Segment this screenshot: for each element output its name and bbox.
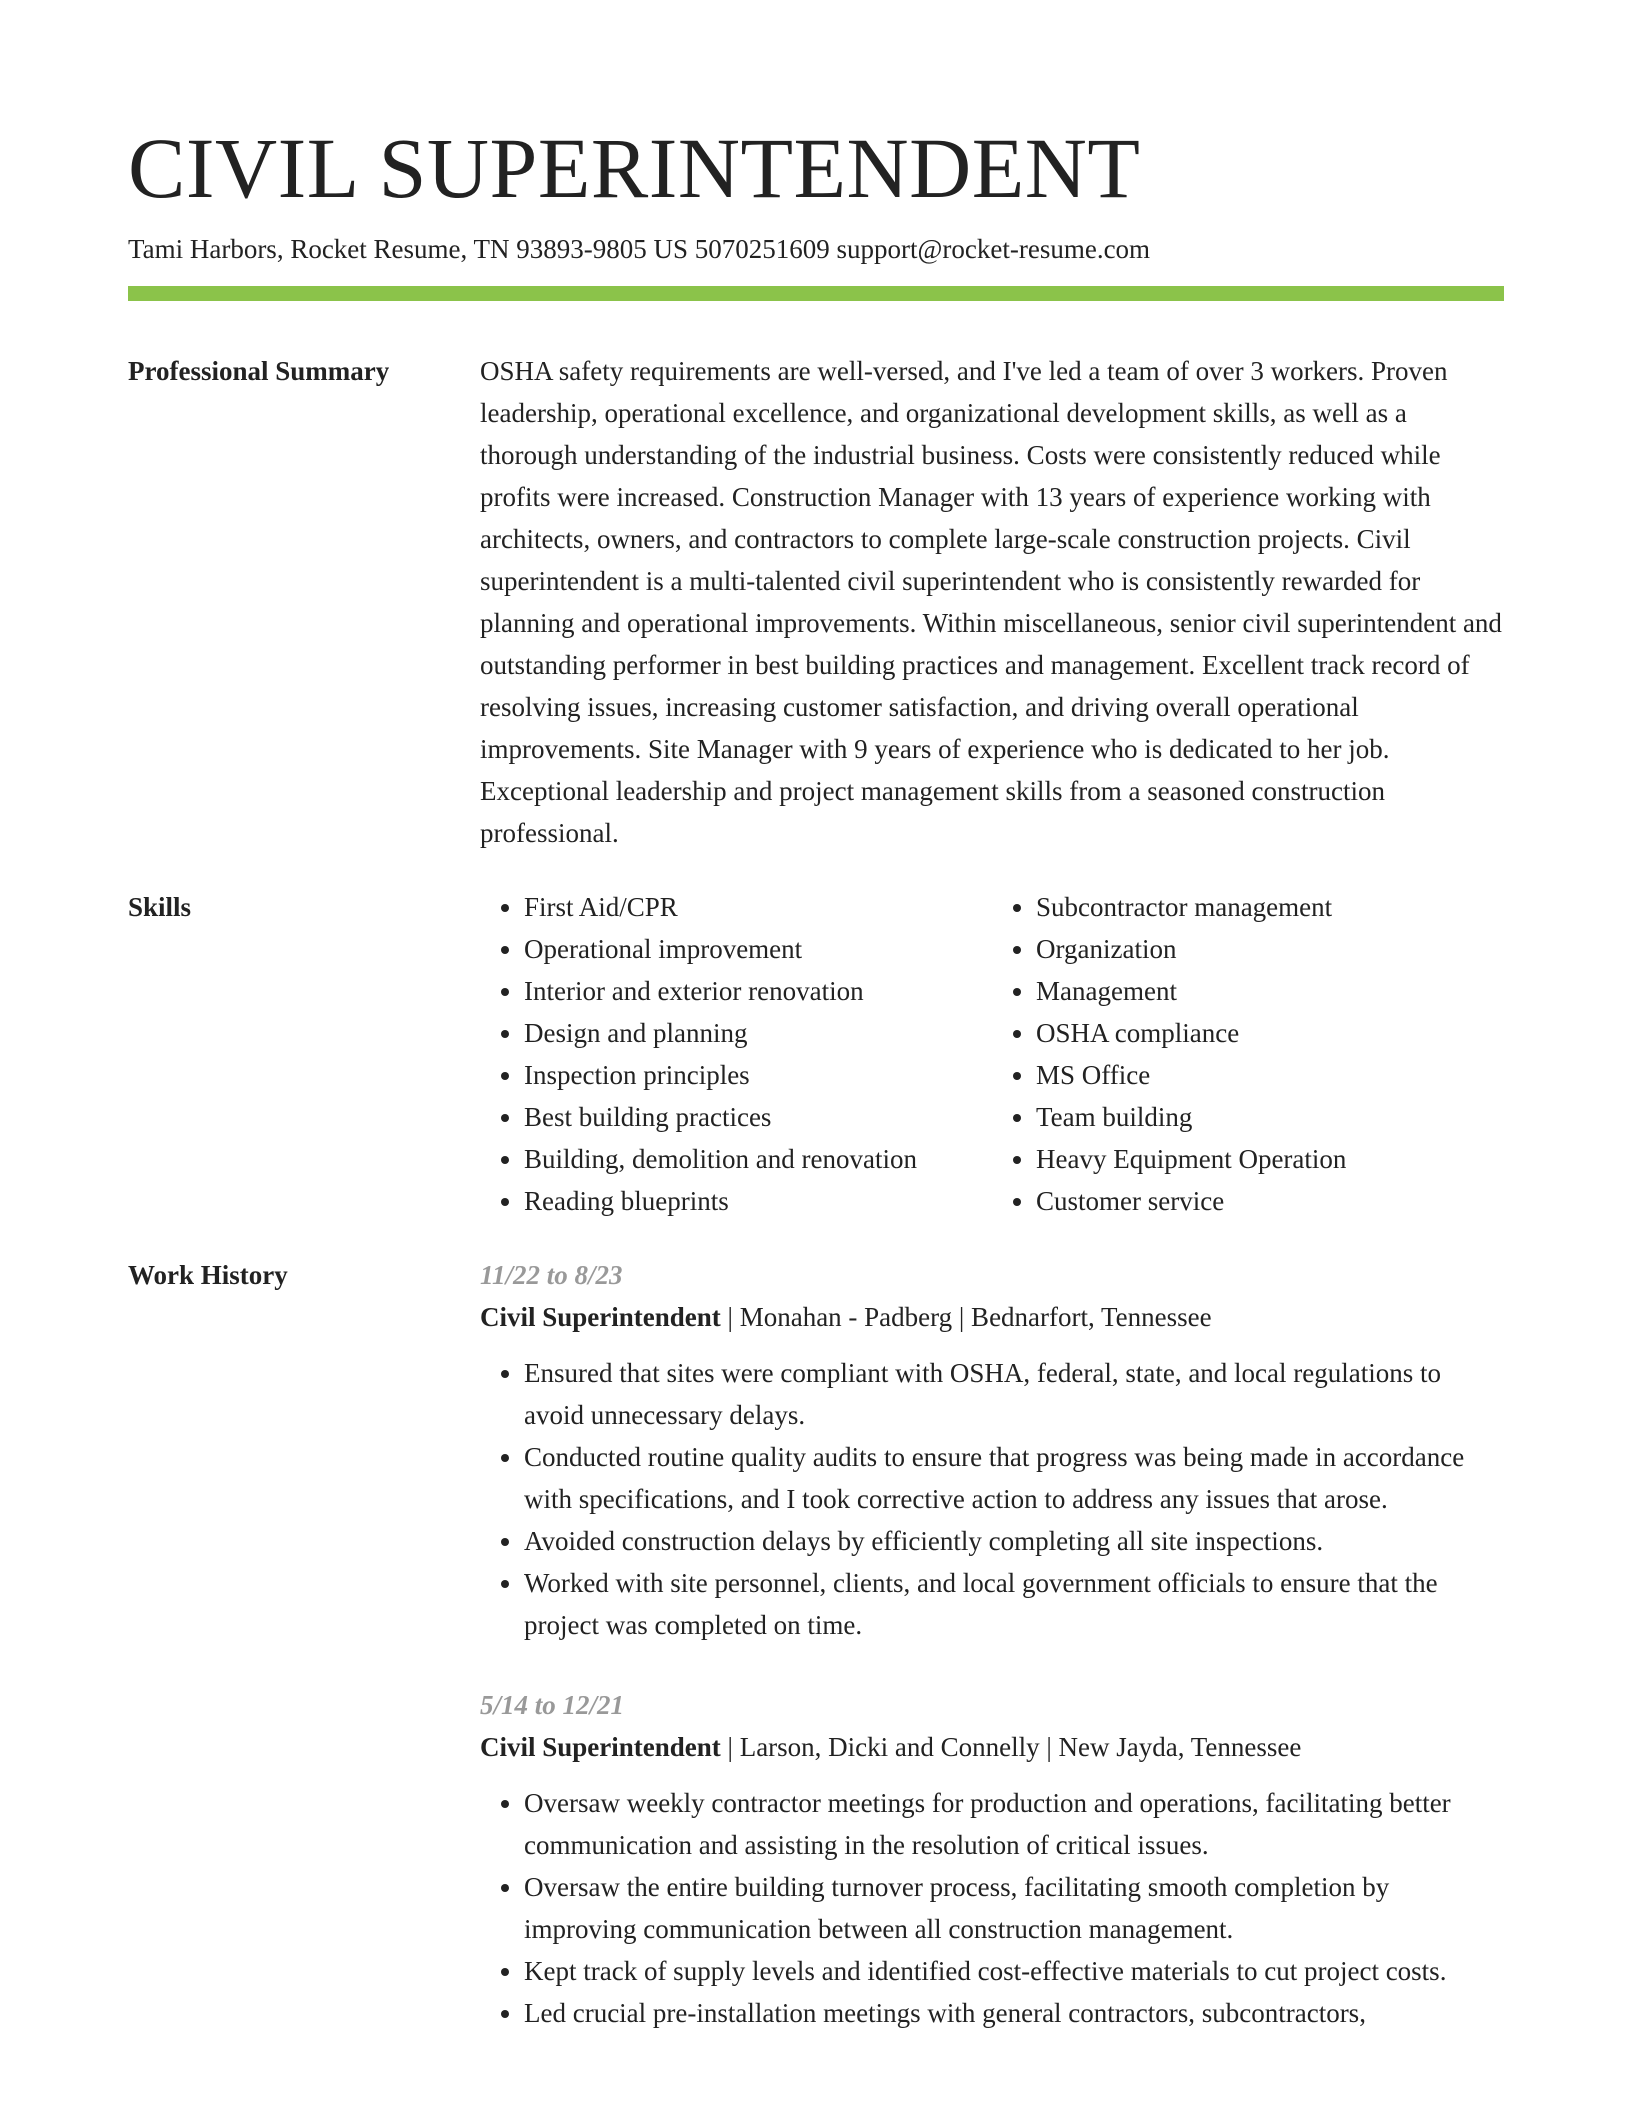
skill-item: • MS Office xyxy=(1036,1054,1504,1096)
job-bullet: • Worked with site personnel, clients, and local government officials to ensure that the project was completed on time. xyxy=(524,1562,1504,1646)
skills-list-left xyxy=(480,886,992,1222)
job-bullet: • Oversaw weekly contractor meetings for production and operations, facilitating better communication and assisting in the resolution of critical issues. xyxy=(524,1782,1504,1866)
skill-item: • Customer service xyxy=(1036,1180,1504,1222)
skill-item: • Heavy Equipment Operation xyxy=(1036,1138,1504,1180)
job-bullet: • Kept track of supply levels and identified cost-effective materials to cut project costs. xyxy=(524,1950,1504,1992)
skill-item: • Operational improvement xyxy=(524,928,992,970)
job-title: Civil Superintendent xyxy=(480,1732,721,1762)
skill-item: • OSHA compliance xyxy=(1036,1012,1504,1054)
skills-heading: Skills xyxy=(128,892,192,922)
job-bullet: • Conducted routine quality audits to ensure that progress was being made in accordance with specifications, and I took corrective action to address any issues that arose. xyxy=(524,1436,1504,1520)
skill-item: • Reading blueprints xyxy=(524,1180,992,1222)
skills-list-right xyxy=(992,886,1504,1222)
skill-item: • Inspection principles xyxy=(524,1054,992,1096)
skills-grid xyxy=(480,886,1504,1222)
skill-item: • First Aid/CPR xyxy=(524,886,992,928)
summary-heading: Professional Summary xyxy=(128,356,390,386)
skills-section xyxy=(480,886,1504,1222)
job-entry xyxy=(480,1254,1504,1646)
job-title: Civil Superintendent xyxy=(480,1302,721,1332)
skill-item: • Team building xyxy=(1036,1096,1504,1138)
resume-title: CIVIL SUPERINTENDENT xyxy=(128,120,1141,216)
job-bullet: • Led crucial pre-installation meetings with general contractors, subcontractors, xyxy=(524,1992,1504,2034)
job-dates: 5/14 to 12/21 xyxy=(480,1690,625,1720)
job-header xyxy=(480,1726,1504,1768)
work-history-heading: Work History xyxy=(128,1260,288,1290)
summary-section xyxy=(480,350,1504,854)
header-divider xyxy=(128,286,1504,301)
job-entry xyxy=(480,1684,1504,2034)
skill-item: • Design and planning xyxy=(524,1012,992,1054)
job-bullets xyxy=(480,1352,1504,1646)
job-bullet: • Oversaw the entire building turnover process, facilitating smooth completion by improving communication between all construction management. xyxy=(524,1866,1504,1950)
job-dates: 11/22 to 8/23 xyxy=(480,1260,623,1290)
skill-item: • Subcontractor management xyxy=(1036,886,1504,928)
skill-item: • Organization xyxy=(1036,928,1504,970)
job-employer-location: | Monahan - Padberg | Bednarfort, Tennessee xyxy=(720,1302,1212,1332)
summary-text: OSHA safety requirements are well-versed, and I've led a team of over 3 workers. Proven leadership, operational excellence, and organizational development skills, as well as a thorough understanding of the industrial business. Costs were consistently reduced while profits were increased. Construction Manager with 13 years of experience working with architects, owners, and contractors to complete large-scale construction projects. Civil superintendent is a multi-talented civil superintendent who is consistently rewarded for planning and operational improvements. Within miscellaneous, senior civil superintendent and outstanding performer in best building practices and management. Excellent track record of resolving issues, increasing customer satisfaction, and driving overall operational improvements. Site Manager with 9 years of experience who is dedicated to her job. Exceptional leadership and project management skills from a seasoned construction professional. xyxy=(480,356,1502,848)
job-bullets xyxy=(480,1782,1504,2034)
skill-item: • Building, demolition and renovation xyxy=(524,1138,992,1180)
skill-item: • Management xyxy=(1036,970,1504,1012)
job-header xyxy=(480,1296,1504,1338)
job-bullet: • Avoided construction delays by efficiently completing all site inspections. xyxy=(524,1520,1504,1562)
skill-item: • Interior and exterior renovation xyxy=(524,970,992,1012)
job-employer-location: | Larson, Dicki and Connelly | New Jayda, Tennessee xyxy=(720,1732,1302,1762)
skill-item: • Best building practices xyxy=(524,1096,992,1138)
contact-line: Tami Harbors, Rocket Resume, TN 93893-9805 US 5070251609 support@rocket-resume.com xyxy=(128,234,1151,264)
work-history-section xyxy=(480,1254,1504,2072)
job-bullet: • Ensured that sites were compliant with OSHA, federal, state, and local regulations to avoid unnecessary delays. xyxy=(524,1352,1504,1436)
